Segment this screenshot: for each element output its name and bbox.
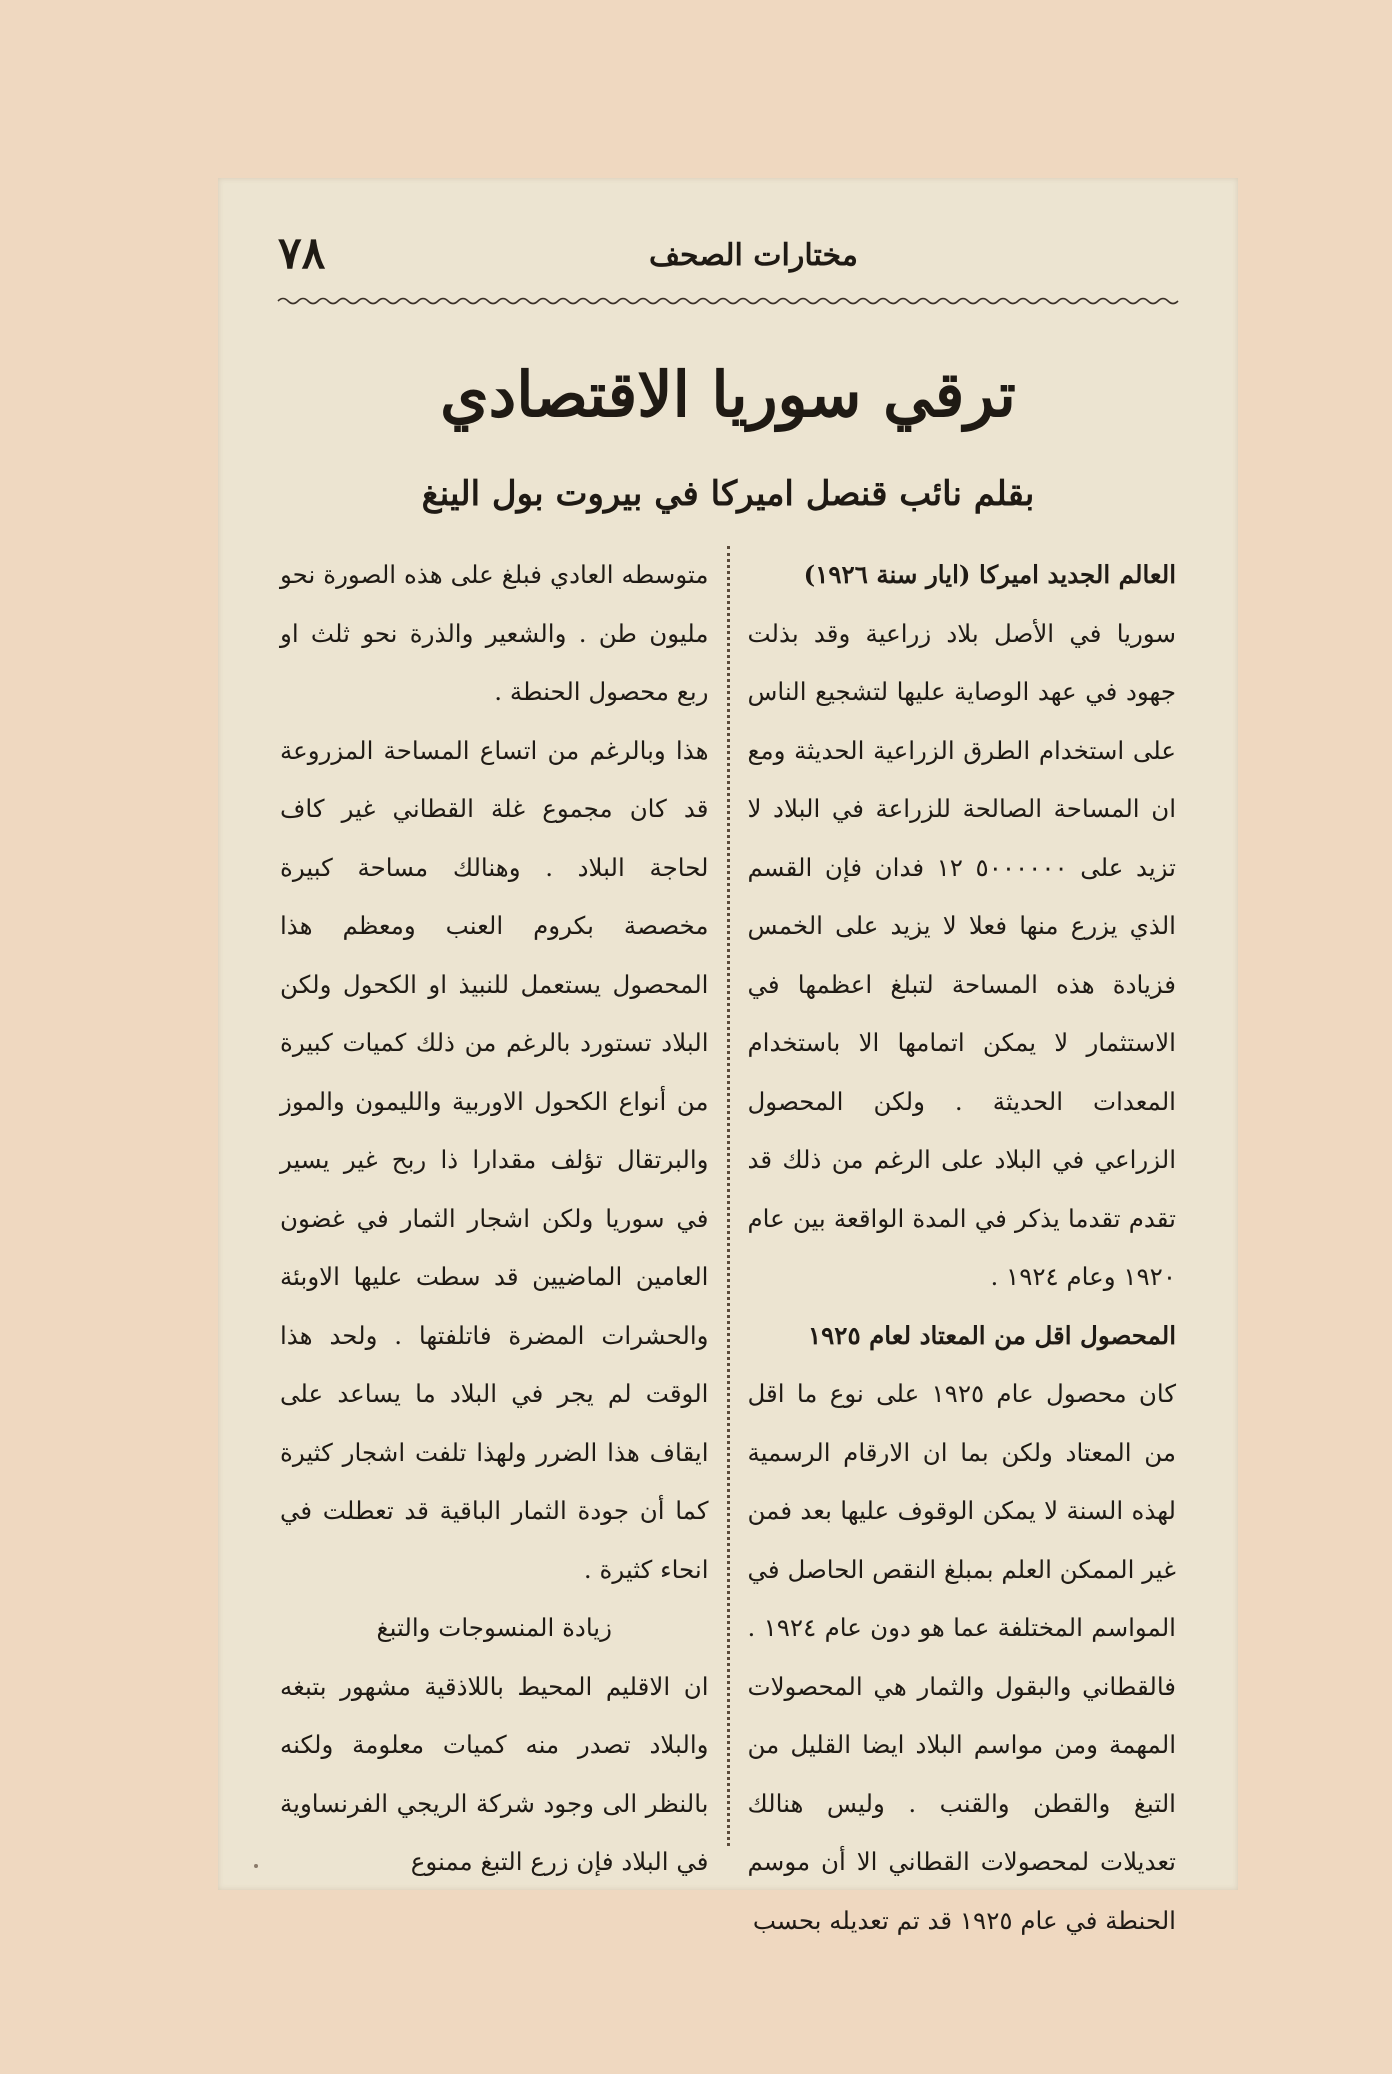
article-title: ترقي سوريا الاقتصادي (440, 358, 1016, 431)
page-number: ٧٨ (278, 228, 326, 279)
article-byline: بقلم نائب قنصل اميركا في بيروت بول الينغ (421, 474, 1035, 514)
left-column-paragraph: هذا وبالرغم من اتساع المساحة المزروعة قد كان مجموع غلة القطاني غير كاف لحاجة البلاد . وهنالك مساحة كبيرة مخصصة بكروم العنب ومعظم هذا المحصول يستعمل للنبيذ او الكحول ولكن البلاد تستورد بالرغم من ذلك كميات كبيرة من أنواع الكحول الاوربية والليمون والموز والبرتقال تؤلف مقدارا ذا ربح غير يسير في سوريا ولكن اشجار الثمار في غضون العامين الماضيين قد سطت عليها الاوبئة والحشرات المضرة فاتلفتها . ولحد هذا الوقت لم يجر في البلاد ما يساعد على ايقاف هذا الضرر ولهذا تلفت اشجار كثيرة كما أن جودة الثمار الباقية قد تعطلت في انحاء كثيرة . (280, 735, 709, 1584)
page-header (278, 228, 1178, 298)
right-column-paragraph: سوريا في الأصل بلاد زراعية وقد بذلت جهود في عهد الوصاية عليها لتشجيع الناس على استخدام الطرق الزراعية الحديثة ومع ان المساحة الصالحة للزراعة في البلاد لا تزيد على ٥٠٠٠٠٠٠ ١٢ فدان فإن القسم الذي يزرع منها فعلا لا يزيد على الخمس فزيادة هذه المساحة لتبلغ اعظمها في الاستثمار لا يمكن اتمامها الا باستخدام المعدات الحديثة . ولكن المحصول الزراعي في البلاد على الرغم من ذلك قد تقدم تقدما يذكر في المدة الواقعة بين عام ١٩٢٠ وعام ١٩٢٤ . (747, 618, 1177, 1291)
wavy-header-rule (278, 296, 1178, 306)
column-divider (727, 546, 730, 1846)
paper-speck (254, 1864, 258, 1868)
left-column-paragraph: زيادة المنسوجات والتبغ (376, 1613, 612, 1642)
right-column (747, 546, 1177, 1935)
document-page (218, 178, 1238, 1935)
right-column-paragraph: المحصول اقل من المعتاد لعام ١٩٢٥ (807, 1320, 1176, 1350)
right-column-paragraph: العالم الجديد اميركا (ايار سنة ١٩٢٦) (803, 560, 1176, 589)
right-column-paragraph: كان محصول عام ١٩٢٥ على نوع ما اقل من المعتاد ولكن بما ان الارقام الرسمية لهذه السنة لا يمكن الوقوف عليها بعد فمن غير الممكن العلم بمبلغ النقص الحاصل في المواسم المختلفة عما هو دون عام ١٩٢٤ . فالقطاني والبقول والثمار هي المحصولات المهمة ومن مواسم البلاد ايضا القليل من التبغ والقطن والقنب . وليس هنالك تعديلات لمحصولات القطاني الا أن موسم الحنطة في عام ١٩٢٥ قد تم تعديله بحسب (747, 1379, 1176, 1935)
left-column-paragraph: متوسطه العادي فبلغ على هذه الصورة نحو مليون طن . والشعير والذرة نحو ثلث او ربع محصول الحنطة . (280, 560, 709, 706)
left-column-paragraph: ان الاقليم المحيط باللاذقية مشهور بتبغه والبلاد تصدر منه كميات معلومة ولكنه بالنظر الى وجود شركة الريجي الفرنساوية في البلاد فإن زرع التبغ ممنوع (280, 1671, 709, 1876)
left-column (280, 546, 709, 1876)
running-title: مختارات الصحف (648, 238, 858, 273)
article-columns (280, 546, 1177, 1935)
